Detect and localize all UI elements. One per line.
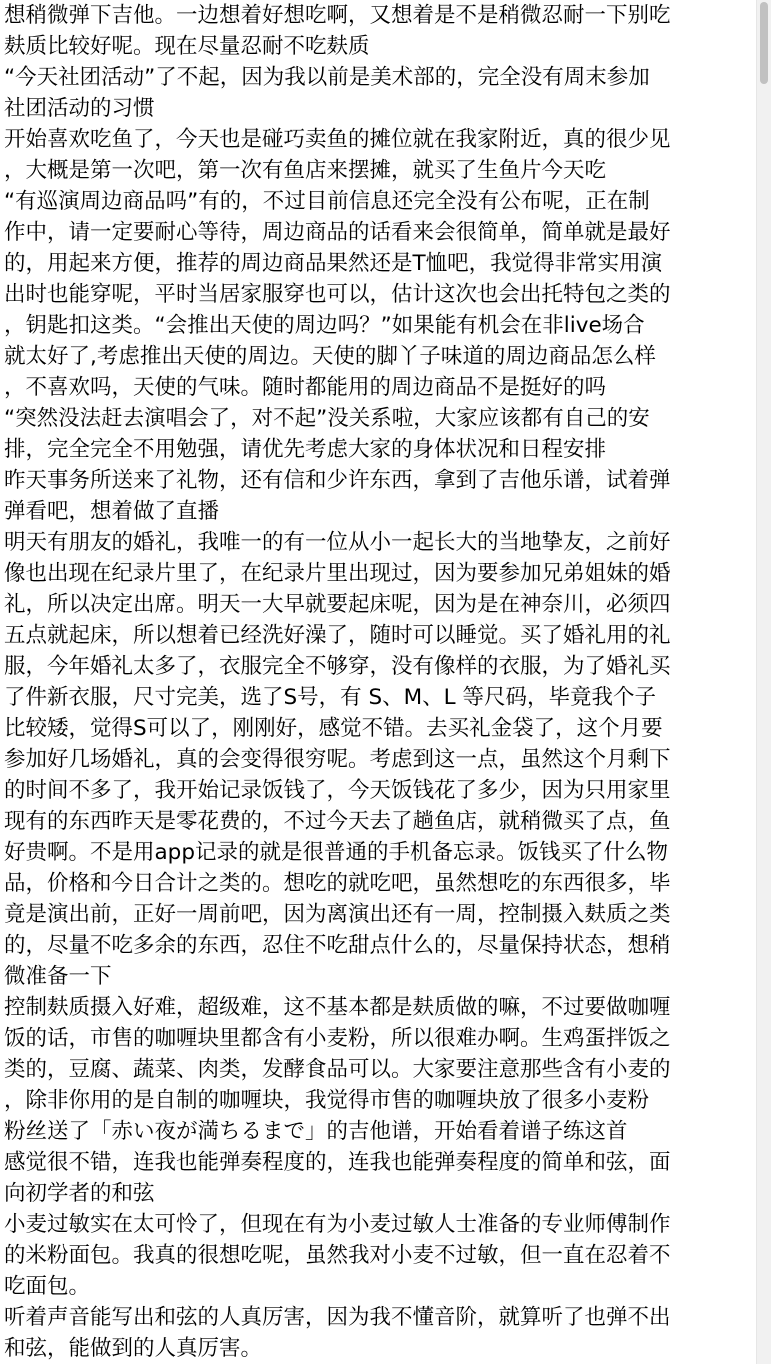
scrollbar-thumb[interactable]	[760, 2, 768, 84]
text-line: 控制麸质摄入好难，超级难，这不基本都是麸质做的嘛，不过要做咖喱	[4, 995, 671, 1020]
text-line: 的，用起来方便，推荐的周边商品果然还是T恤吧，我觉得非常实用演	[4, 251, 663, 276]
transcript-text	[4, 0, 750, 1364]
text-line: 小麦过敏实在太可怜了，但现在有为小麦过敏人士准备的专业师傅制作	[4, 1212, 671, 1237]
text-line: 开始喜欢吃鱼了，今天也是碰巧卖鱼的摊位就在我家附近，真的很少见	[4, 127, 671, 152]
text-line: 听着声音能写出和弦的人真厉害，因为我不懂音阶，就算听了也弹不出	[4, 1305, 671, 1330]
text-line: 排，完全完全不用勉强，请优先考虑大家的身体状况和日程安排	[4, 437, 607, 462]
text-line: 饭的话，市售的咖喱块里都含有小麦粉，所以很难办啊。生鸡蛋拌饭之	[4, 1026, 671, 1051]
text-line: ，钥匙扣这类。“会推出天使的周边吗？”如果能有机会在非live场合	[4, 313, 645, 338]
vertical-scrollbar[interactable]	[756, 0, 771, 1364]
text-line: 品，价格和今日合计之类的。想吃的就吃吧，虽然想吃的东西很多，毕	[4, 871, 671, 896]
text-line: 好贵啊。不是用app记录的就是很普通的手机备忘录。饭钱买了什么物	[4, 840, 668, 865]
text-line: 礼，所以决定出席。明天一大早就要起床呢，因为是在神奈川，必须四	[4, 592, 671, 617]
text-line: 出时也能穿呢，平时当居家服穿也可以，估计这次也会出托特包之类的	[4, 282, 671, 307]
text-line: 五点就起床，所以想着已经洗好澡了，随时可以睡觉。买了婚礼用的礼	[4, 623, 671, 648]
text-line: 明天有朋友的婚礼，我唯一的有一位从小一起长大的当地挚友，之前好	[4, 530, 671, 555]
text-line: 参加好几场婚礼，真的会变得很穷呢。考虑到这一点，虽然这个月剩下	[4, 747, 671, 772]
text-line: 比较矮，觉得S可以了，刚刚好，感觉不错。去买礼金袋了，这个月要	[4, 716, 663, 741]
text-line: ，大概是第一次吧，第一次有鱼店来摆摊，就买了生鱼片今天吃	[4, 158, 607, 183]
text-line: 想稍微弹下吉他。一边想着好想吃啊，又想着是不是稍微忍耐一下别吃	[4, 3, 671, 28]
text-line: 作中，请一定要耐心等待，周边商品的话看来会很简单，简单就是最好	[4, 220, 671, 245]
text-line: 微准备一下	[4, 964, 112, 989]
text-line: ，除非你用的是自制的咖喱块，我觉得市售的咖喱块放了很多小麦粉	[4, 1088, 650, 1113]
text-line: 了件新衣服，尺寸完美，选了S号，有 S、M、L 等尺码，毕竟我个子	[4, 685, 656, 710]
text-line: 粉丝送了「赤い夜が満ちるまで」的吉他谱，开始看着谱子练这首	[4, 1119, 628, 1144]
text-line: 昨天事务所送来了礼物，还有信和少许东西，拿到了吉他乐谱，试着弹	[4, 468, 671, 493]
text-line: 的米粉面包。我真的很想吃呢，虽然我对小麦不过敏，但一直在忍着不	[4, 1243, 671, 1268]
text-line: 感觉很不错，连我也能弹奏程度的，连我也能弹奏程度的简单和弦，面	[4, 1150, 671, 1175]
text-line: 吃面包。	[4, 1274, 91, 1299]
text-line: “有巡演周边商品吗”有的，不过目前信息还完全没有公布呢，正在制	[4, 189, 650, 214]
text-line: 竟是演出前，正好一周前吧，因为离演出还有一周，控制摄入麸质之类	[4, 902, 671, 927]
text-line: 的时间不多了，我开始记录饭钱了，今天饭钱花了多少，因为只用家里	[4, 778, 671, 803]
text-line: 现有的东西昨天是零花费的，不过今天去了趟鱼店，就稍微买了点，鱼	[4, 809, 671, 834]
text-line: 就太好了,考虑推出天使的周边。天使的脚丫子味道的周边商品怎么样	[4, 344, 656, 369]
text-line: 弹看吧，想着做了直播	[4, 499, 220, 524]
text-line: 社团活动的习惯	[4, 96, 155, 121]
text-line: 像也出现在纪录片里了，在纪录片里出现过，因为要参加兄弟姐妹的婚	[4, 561, 671, 586]
text-line: “今天社团活动”了不起，因为我以前是美术部的，完全没有周末参加	[4, 65, 650, 90]
text-line: “突然没法赶去演唱会了，对不起”没关系啦，大家应该都有自己的安	[4, 406, 650, 431]
text-line: ，不喜欢吗，天使的气味。随时都能用的周边商品不是挺好的吗	[4, 375, 607, 400]
text-line: 类的，豆腐、蔬菜、肉类，发酵食品可以。大家要注意那些含有小麦的	[4, 1057, 671, 1082]
text-line: 的，尽量不吃多余的东西，忍住不吃甜点什么的，尽量保持状态，想稍	[4, 933, 671, 958]
text-line: 服，今年婚礼太多了，衣服完全不够穿，没有像样的衣服，为了婚礼买	[4, 654, 671, 679]
text-line: 和弦，能做到的人真厉害。	[4, 1336, 263, 1361]
text-line: 向初学者的和弦	[4, 1181, 155, 1206]
text-line: 麸质比较好呢。现在尽量忍耐不吃麸质	[4, 34, 370, 59]
